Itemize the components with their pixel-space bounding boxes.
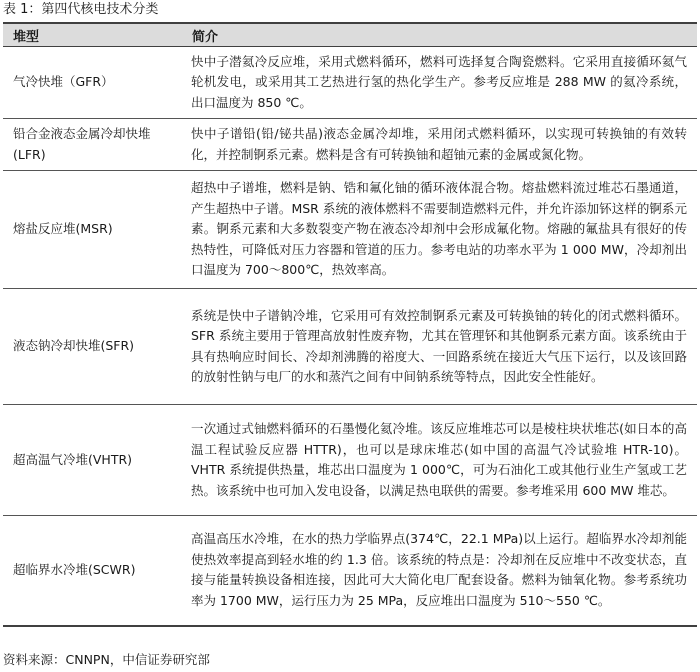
row-desc: 超热中子谱堆，燃料是钠、锆和氟化铀的循环液体混合物。熔盐燃料流过堆芯石墨通道，产生超热中子谱。MSR 系统的液体燃料不需要制造燃料元件，并允许添加钚这样的锕系元素。锕系元素和大多数裂变产物在液态冷却剂中会形成氟化物。熔融的氟盐具有很好的传热特性，可降低对压力容器和管道的压力。参考电站的功率水平为 1 000 MW，冷却剂出口温度为 700～800℃，热效率高。 <box>186 171 697 289</box>
table-row <box>3 516 697 626</box>
table-row <box>3 171 697 289</box>
row-type: 超临界水冷堆(SCWR) <box>3 516 186 626</box>
row-type: 液态钠冷却快堆(SFR) <box>3 289 186 405</box>
header-type: 堆型 <box>3 23 186 47</box>
row-type: 超高温气冷堆(VHTR) <box>3 405 186 516</box>
table-header-row <box>3 23 697 47</box>
row-type: 气冷快堆（GFR） <box>3 47 186 119</box>
table-row <box>3 289 697 405</box>
table-row <box>3 47 697 119</box>
table-row <box>3 405 697 516</box>
header-desc: 简介 <box>186 23 697 47</box>
row-desc: 一次通过式铀燃料循环的石墨慢化氦冷堆。该反应堆堆芯可以是棱柱块状堆芯(如日本的高温工程试验反应器 HTTR)，也可以是球床堆芯(如中国的高温气冷试验堆 HTR-10)。VHTR 系统提供热量，堆芯出口温度为 1 000℃，可为石油化工或其他行业生产氢或工艺热。该系统中也可加入发电设备，以满足热电联供的需要。参考堆采用 600 MW 堆芯。 <box>186 405 697 516</box>
row-type: 铅合金液态金属冷却快堆(LFR) <box>3 119 186 171</box>
row-desc: 高温高压水冷堆，在水的热力学临界点(374℃，22.1 MPa)以上运行。超临界水冷却剂能使热效率提高到轻水堆的约 1.3 倍。该系统的特点是：冷却剂在反应堆中不改变状态，直接与能量转换设备相连接，因此可大大简化电厂配套设备。燃料为铀氧化物。参考系统功率为 1700 MW，运行压力为 25 MPa，反应堆出口温度为 510～550 ℃。 <box>186 516 697 626</box>
row-desc: 快中子潜氦冷反应堆，采用式燃料循环，燃料可选择复合陶瓷燃料。它采用直接循环氦气轮机发电，或采用其工艺热进行氢的热化学生产。参考反应堆是 288 MW 的氦冷系统，出口温度为 850 ℃。 <box>186 47 697 119</box>
reactor-table-container <box>3 22 697 627</box>
table-row <box>3 119 697 171</box>
source-note: 资料来源：CNNPN，中信证券研究部 <box>3 652 210 667</box>
row-desc: 系统是快中子谱钠冷堆，它采用可有效控制锕系元素及可转换铀的转化的闭式燃料循环。SFR 系统主要用于管理高放射性废弃物，尤其在管理钚和其他锕系元素方面。该系统由于具有热响应时间长、冷却剂沸腾的裕度大、一回路系统在接近大气压下运行，以及该回路的放射性钠与电厂的水和蒸汽之间有中间钠系统等特点，因此安全性能好。 <box>186 289 697 405</box>
table-caption: 表 1：第四代核电技术分类 <box>3 2 159 17</box>
row-desc: 快中子谱铅(铅/铋共晶)液态金属冷却堆，采用闭式燃料循环，以实现可转换铀的有效转化，并控制锕系元素。燃料是含有可转换铀和超铀元素的金属或氮化物。 <box>186 119 697 171</box>
reactor-table <box>3 22 697 627</box>
row-type: 熔盐反应堆(MSR) <box>3 171 186 289</box>
